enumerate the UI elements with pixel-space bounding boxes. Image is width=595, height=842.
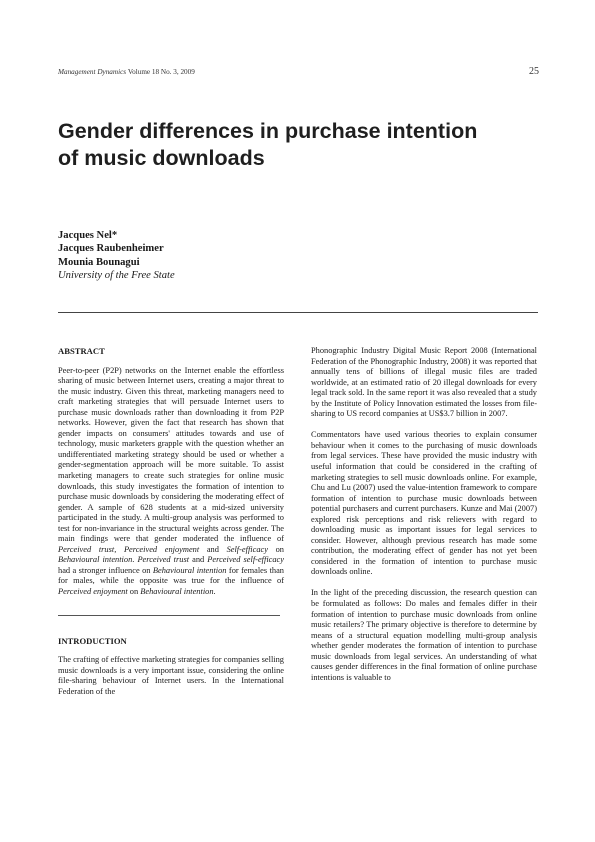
abstract-divider [58,615,280,616]
body-paragraph: Phonographic Industry Digital Music Report 2008 (International Federation of the Phonographic Industry, 2008) it was reported that annually tens of billions of illegal music files are traded worldwide, at an estimated ratio of 20 illegal downloads for every legal track sold. In the same report it was also revealed that a study by the Institute of Policy Innovation estimated the losses from file-sharing to US record companies at US$3.7 billion in 2007. [311,346,537,419]
header-divider [58,312,538,313]
journal-name: Management Dynamics [58,68,127,76]
right-column [311,346,537,683]
paper-title [58,118,538,172]
left-column [58,346,284,697]
title-line-1: Gender differences in purchase intention [58,119,478,143]
abstract-paragraph: Peer-to-peer (P2P) networks on the Internet enable the effortless sharing of music between Internet users, creating a major threat to the music industry. Given this threat, marketing managers need to craft marketing strategies that will persuade Internet users to purchase music downloads rather than downloading it from P2P networks. However, given the fact that research has shown that gender impacts on consumers' attitudes towards and use of technology, music marketers grapple with the question whether an undifferentiated marketing strategy should be used or whether a gender-segmentation approach will be more suitable. To assist marketing managers to create such strategies for online music downloads, this study investigates the formation of intention to purchase music downloads by considering the moderating effect of gender. A sample of 628 students at a mid-sized university participated in the study. A multi-group analysis was performed to test for non-invariance in the structural weights across gender. The main findings were that gender moderated the influence of Perceived trust, Perceived enjoyment and Self-efficacy on Behavioural intention. Perceived trust and Perceived self-efficacy had a stronger influence on Behavioural intention for females than for males, while the opposite was true for the influence of Perceived enjoyment on Behavioural intention. [58,365,284,597]
author-name: Jacques Raubenheimer [58,243,164,255]
volume-issue: Volume 18 No. 3, 2009 [127,68,195,76]
introduction-heading: INTRODUCTION [58,635,127,646]
author-name: Jacques Nel* [58,230,118,241]
page-number: 25 [529,66,539,77]
author-name: Mounia Bounagui [58,256,140,268]
introduction-paragraph: The crafting of effective marketing strategies for companies selling music downloads is a very important issue, considering the online file-sharing behaviour of Internet users. In the International Federation of the [58,655,284,696]
abstract-heading: ABSTRACT [58,346,105,356]
author-affiliation: University of the Free State [58,270,175,282]
body-paragraph: Commentators have used various theories to explain consumer behaviour when it comes to the purchasing of music downloads from legal services. These have provided the music industry with useful information that could be considered in the crafting of marketing strategies to sell music downloads online. For example, Chu and Lu (2007) used the value-intention framework to compare formation of intention to purchase music downloads between potential purchasers and current purchasers. Kunze and Mai (2007) explored risk perceptions and risk relievers with regard to downloading music as important issues for legal services to consider. However, although previous research has made some contribution, the moderating effect of gender has not yet been considered in the formation of intention to purchase music downloads online. [311,430,537,577]
body-paragraph: In the light of the preceding discussion, the research question can be formulated as follows: Do males and females differ in their formation of intention to purchase music downloads from online music retailers? The primary objective is therefore to determine by means of a structural equation modelling multi-group analysis whether gender moderates the formation of intention to purchase music downloads from legal services. An understanding of what causes gender differences in the final formation of online purchase intentions is valuable to [311,588,537,682]
running-head [58,68,195,76]
title-line-2: of music downloads [58,146,265,170]
author-block [58,229,175,283]
